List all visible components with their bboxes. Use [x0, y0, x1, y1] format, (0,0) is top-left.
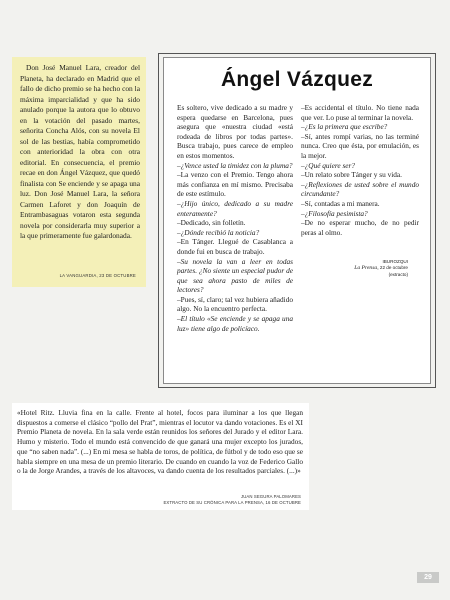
- signature-date: 22 de octubre: [379, 265, 408, 271]
- chronicle-text: «Hotel Ritz. Lluvia fina en la calle. Frente al hotel, focos para iluminar a los que llegan dispuestos a comerse el clásico “pollo del Prat”, mientras el locutor va dando votaciones. Es el XI Premio Planeta de novela. En la sala verde están reunidos los señores del Jurado y el editor Lara. Humo y misterio. Todo el mundo está convencido de que ganará una mujer excepto los jurados, que “no saben nada”. (...) En mi mesa se habla de toros, de política, de fútbol y de todo eso que se habla siempre en una mesa de un premio literario. De cuando en cuando la voz de Federico Gallo o la de Jorge Arandes, a través de los altavoces, va dando cuenta de los resultados parciales. (...)»: [17, 408, 303, 476]
- interview-question: –Su novela la van a leer en todas partes. ¿No siente un especial pudor de que sea ahora pasto de miles de lectores?: [177, 256, 293, 295]
- interview-answer: –Sí, antes rompí varias, no las terminé nunca. Creo que ésta, por emulación, es la mejor.: [301, 131, 419, 160]
- interview-title: Ángel Vázquez: [220, 68, 374, 91]
- interview-frame: [158, 53, 436, 388]
- interview-question: –¿Dónde recibió la noticia?: [177, 227, 260, 237]
- interview-signature: [354, 259, 408, 278]
- interview-question: –¿Qué quiere ser?: [301, 160, 356, 170]
- page-number: 29: [417, 572, 439, 583]
- interview-question: –¿Vence usted la timidez con la pluma?: [177, 160, 293, 170]
- interview-answer: –Sí, contadas a mi manera.: [301, 198, 380, 208]
- vanguardia-clipping: [12, 57, 146, 287]
- interview-answer: –Es accidental el título. No tiene nada que ver. Lo puse al terminar la novela.: [301, 103, 419, 122]
- interview-question: –¿Es la primera que escribe?: [301, 122, 388, 132]
- interview-question: –¿Filosofía pesimista?: [301, 208, 368, 218]
- interview-answer: –La venzo con el Premio. Tengo ahora más confianza en mí mismo. Precisaba de este estímulo.: [177, 170, 293, 199]
- signature-publication: La Prensa,: [354, 265, 379, 272]
- interview-paragraph: Es soltero, vive dedicado a su madre y espera quedarse en Barcelona, pues asegura que «nuestra ciudad «está rodeada de libros por todas partes». Busca trabajo, pues carece de empleo en estos momentos.: [177, 103, 293, 160]
- signature-note: (extracto): [388, 271, 408, 277]
- vanguardia-clipping-source: LA VANGUARDIA, 23 DE OCTUBRE: [59, 273, 136, 278]
- chronicle-clipping: [12, 403, 309, 510]
- interview-right-column: [301, 103, 419, 237]
- interview-question: –¿Reflexiones de usted sobre el mundo circundante?: [301, 179, 419, 199]
- chronicle-credit: [163, 494, 301, 506]
- interview-left-column: [177, 103, 293, 333]
- signature-publication-line: [354, 265, 408, 271]
- signature-author: IBUROZQUI: [382, 259, 408, 264]
- chronicle-credit-author: JUAN SEGURA PALOMARES: [240, 494, 301, 499]
- interview-question: –El título «Se enciende y se apaga una luz» tiene algo de policíaco.: [177, 314, 293, 333]
- interview-answer: –Dedicado, sin folletín.: [177, 218, 246, 228]
- vanguardia-clipping-text: Don José Manuel Lara, creador del Planeta, ha declarado en Madrid que el fallo de dicho premio se ha hecho con la máxima imparcialidad y que ha sido anulado porque la autora que lo obtuvo en la votación del pasado martes, señorita Concha Alós, con su novela El sol de las bestias, había comprometido con anterioridad la obra con otra editorial. En consecuencia, el premio recae en don Ángel Vázquez, que quedó finalista con Se enciende y se apaga una luz. Don José Manuel Lara, la señora Carmen Laforet y don Joaquín de Entrambasaguas votaron esta segunda novela por considerarla muy superior a la que primeramente fue galardonada.: [20, 63, 140, 240]
- interview-answer: –Un relato sobre Tánger y su vida.: [301, 170, 402, 180]
- chronicle-credit-source: EXTRACTO DE SU CRÓNICA PARA LA PRENSA, 16 DE OCTUBRE: [163, 500, 301, 505]
- interview-clipping: [163, 57, 431, 384]
- interview-answer: –De no esperar mucho, de no pedir peras al olmo.: [301, 218, 419, 237]
- interview-answer: –En Tánger. Llegué de Casablanca a donde fui en busca de trabajo.: [177, 237, 293, 256]
- interview-question: –¿Hijo único, dedicado a su madre enteramente?: [177, 198, 293, 218]
- interview-answer: –Pues, sí, claro; tal vez hubiera añadido algo. No la encuentro perfecta.: [177, 294, 293, 314]
